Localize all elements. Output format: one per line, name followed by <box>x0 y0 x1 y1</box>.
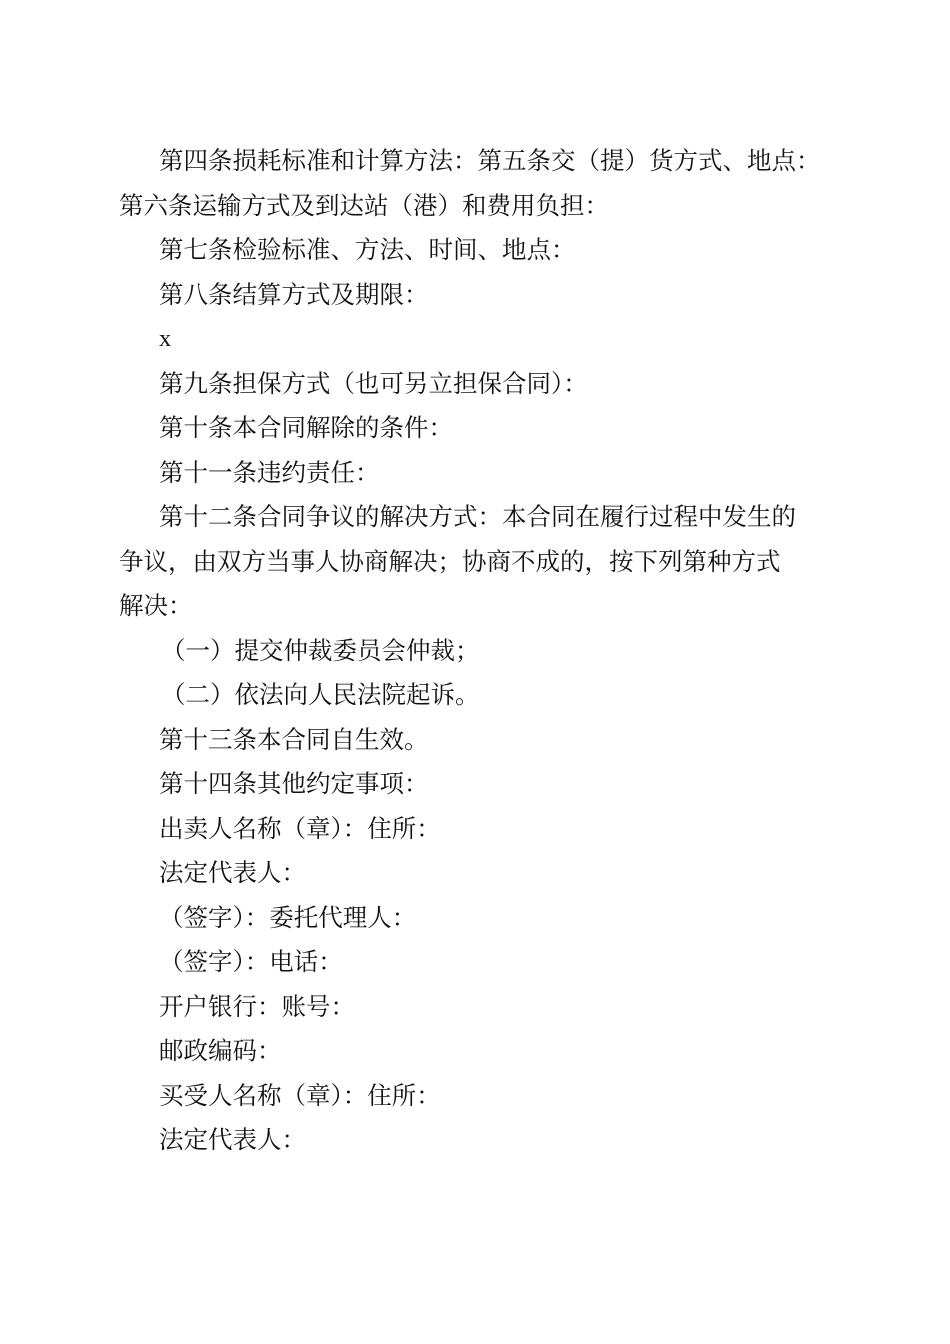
x-mark-line: x <box>159 325 172 352</box>
article-8-line: 第八条结算方式及期限： <box>159 279 429 309</box>
article-12-line-1: 第十二条合同争议的解决方式：本合同在履行过程中发生的 <box>159 502 796 531</box>
article-9-line: 第九条担保方式（也可另立担保合同）： <box>159 368 588 398</box>
buyer-name-line: 买受人名称（章）：住所： <box>159 1080 441 1110</box>
article-4-5-line: 第四条损耗标准和计算方法：第五条交（提）货方式、地点： <box>159 146 821 175</box>
article-12-line-2: 争议，由双方当事人协商解决；协商不成的，按下列第种方式 <box>119 546 781 576</box>
option-2-court: （二）依法向人民法院起诉。 <box>161 680 480 709</box>
article-12-line-3: 解决： <box>119 591 193 620</box>
article-6-line: 第六条运输方式及到达站（港）和费用负担： <box>119 190 609 220</box>
seller-representative-line: 法定代表人： <box>159 858 306 887</box>
seller-name-line: 出卖人名称（章）：住所： <box>159 813 441 843</box>
article-7-line: 第七条检验标准、方法、时间、地点： <box>159 235 576 264</box>
seller-sign-agent-line: （签字）：委托代理人： <box>159 902 417 932</box>
contract-body <box>119 139 839 1163</box>
buyer-representative-line: 法定代表人： <box>159 1125 306 1154</box>
seller-bank-line: 开户银行：账号： <box>159 991 355 1021</box>
article-10-line: 第十条本合同解除的条件： <box>159 413 453 442</box>
option-1-arbitration: （一）提交仲裁委员会仲裁； <box>161 635 480 665</box>
article-14-line: 第十四条其他约定事项： <box>159 769 429 798</box>
article-11-line: 第十一条违约责任： <box>159 457 380 487</box>
seller-sign-phone-line: （签字）：电话： <box>159 947 343 976</box>
seller-postcode-line: 邮政编码： <box>159 1036 282 1065</box>
article-13-line: 第十三条本合同自生效。 <box>159 724 429 754</box>
